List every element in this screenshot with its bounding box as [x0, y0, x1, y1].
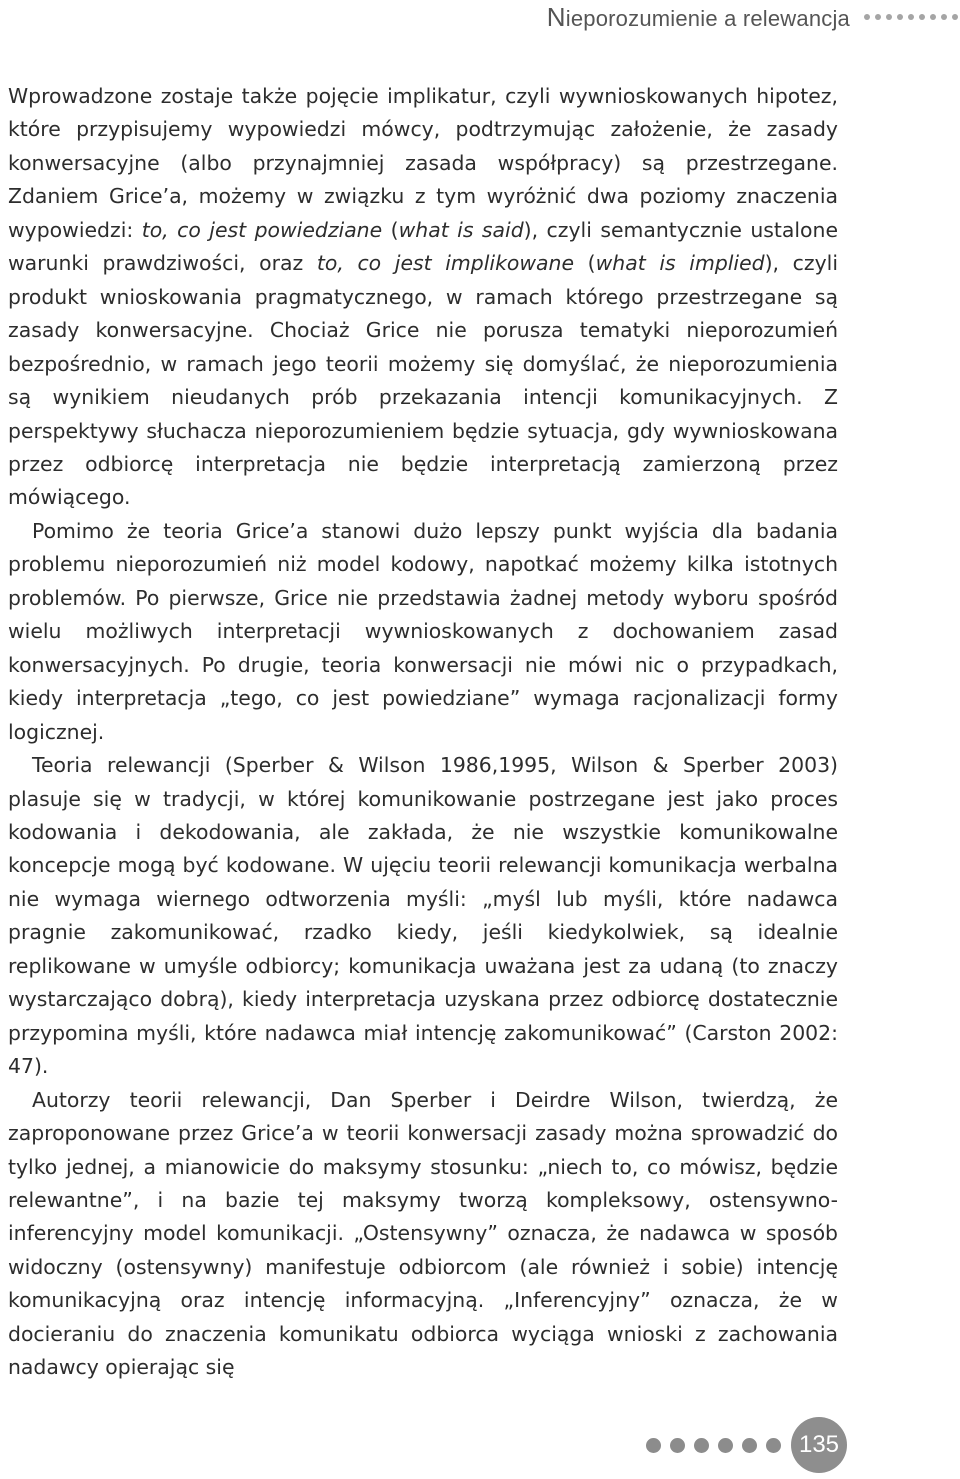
italic-term: what is said: [398, 217, 524, 242]
dot-icon: [864, 14, 870, 20]
dot-icon: [718, 1438, 733, 1453]
dot-icon: [952, 14, 958, 20]
text-run: ), czyli produkt wnioskowania pragmatycznego, w ramach którego przestrzegane są zasady konwersacyjne. Chociaż Grice nie porusza tematyki nieporozumień bezpośrednio, w ramach jego teorii możemy się domyślać, że nieporozumienia są wynikiem nieudanych prób przekazania intencji komunikacyjnych. Z perspektywy słuchacza nieporozumieniem będzie sytuacja, gdy wywnioskowana przez odbiorcę interpretacja nie będzie interpretacją zamierzoną przez mówiącego.: [8, 251, 838, 510]
dot-icon: [646, 1438, 661, 1453]
dot-icon: [670, 1438, 685, 1453]
dot-icon: [941, 14, 947, 20]
running-header: [547, 2, 960, 32]
paragraph: [8, 749, 838, 1084]
page-footer: [646, 1417, 847, 1473]
text-run: Wprowadzone zostaje także pojęcie implikatur, czyli wywnioskowanych hipotez, które przypisujemy wypowiedzi mówcy, podtrzymując założenie, że zasady konwersacyjne (albo przynajmniej zasada współpracy) są przestrzegane. Zdaniem Grice’a, możemy w związku z tym wyróżnić dwa poziomy znaczenia wypowiedzi:: [8, 84, 838, 242]
dot-icon: [908, 14, 914, 20]
page-number: 135: [791, 1417, 847, 1473]
paragraph: [8, 80, 838, 515]
text-run: Pomimo że teoria Grice’a stanowi dużo lepszy punkt wyjścia dla badania problemu nieporozumień niż model kodowy, napotkać możemy kilka istotnych problemów. Po pierwsze, Grice nie przedstawia żadnej metody wyboru spośród wielu możliwych interpretacji wywnioskowanych z dochowaniem zasad konwersacyjnych. Po drugie, teoria konwersacji nie mówi nic o przypadkach, kiedy interpretacja „tego, co jest powiedziane” wymaga racjonalizacji formy logicznej.: [8, 518, 838, 744]
running-header-title: Nieporozumienie a relewancja: [546, 1, 850, 32]
dot-icon: [886, 14, 892, 20]
dot-icon: [742, 1438, 757, 1453]
dot-icon: [919, 14, 925, 20]
footer-dots-ornament: [646, 1438, 781, 1453]
dot-icon: [694, 1438, 709, 1453]
paragraph: [8, 1084, 838, 1385]
text-run: (: [382, 217, 399, 242]
dot-icon: [766, 1438, 781, 1453]
italic-term: what is implied: [595, 251, 765, 276]
header-dots-ornament: [864, 14, 958, 20]
text-run: Autorzy teorii relewancji, Dan Sperber i Deirdre Wilson, twierdzą, że zaproponowane przez Grice’a w teorii konwersacji zasady można sprowadzić do tylko jednej, a mianowicie do maksymy stosunku: „niech to, co mówisz, będzie relewantne”, i na bazie tej maksymy tworzą kompleksowy, ostensywno-inferencyjny model komunikacji. „Ostensywny” oznacza, że nadawca w sposób widoczny (ostensywny) manifestuje odbiorcom (ale również i sobie) intencję komunikacyjną oraz intencję informacyjną. „Inferencyjny” oznacza, że w docieraniu do znaczenia komunikatu odbiorca wyciąga wnioski z zachowania nadawcy opierając się: [8, 1087, 838, 1380]
body-text: [8, 80, 838, 1385]
text-run: Teoria relewancji (Sperber & Wilson 1986,1995, Wilson & Sperber 2003) plasuje się w tradycji, w której komunikowanie postrzegane jest jako proces kodowania i dekodowania, ale zakłada, że nie wszystkie komunikowalne koncepcje mogą być kodowane. W ujęciu teorii relewancji komunikacja werbalna nie wymaga wiernego odtworzenia myśli: „myśl lub myśli, które nadawca pragnie zakomunikować, rzadko kiedy, jeśli kiedykolwiek, są idealnie replikowane w umyśle odbiorcy; komunikacja uważana jest za udaną (to znaczy wystarczająco dobrą), kiedy interpretacja uzyskana przez odbiorcę dostatecznie przypomina myśli, które nadawca miał intencję zakomunikować” (Carston 2002: 47).: [8, 753, 838, 1079]
dot-icon: [930, 14, 936, 20]
italic-term: to, co jest implikowane: [316, 251, 574, 276]
text-run: ), czyli semantycznie ustalone warunki prawdziwości, oraz: [8, 217, 838, 276]
dot-icon: [875, 14, 881, 20]
italic-term: to, co jest powiedziane: [141, 217, 383, 242]
text-run: (: [574, 251, 596, 276]
dot-icon: [897, 14, 903, 20]
paragraph: [8, 515, 838, 749]
